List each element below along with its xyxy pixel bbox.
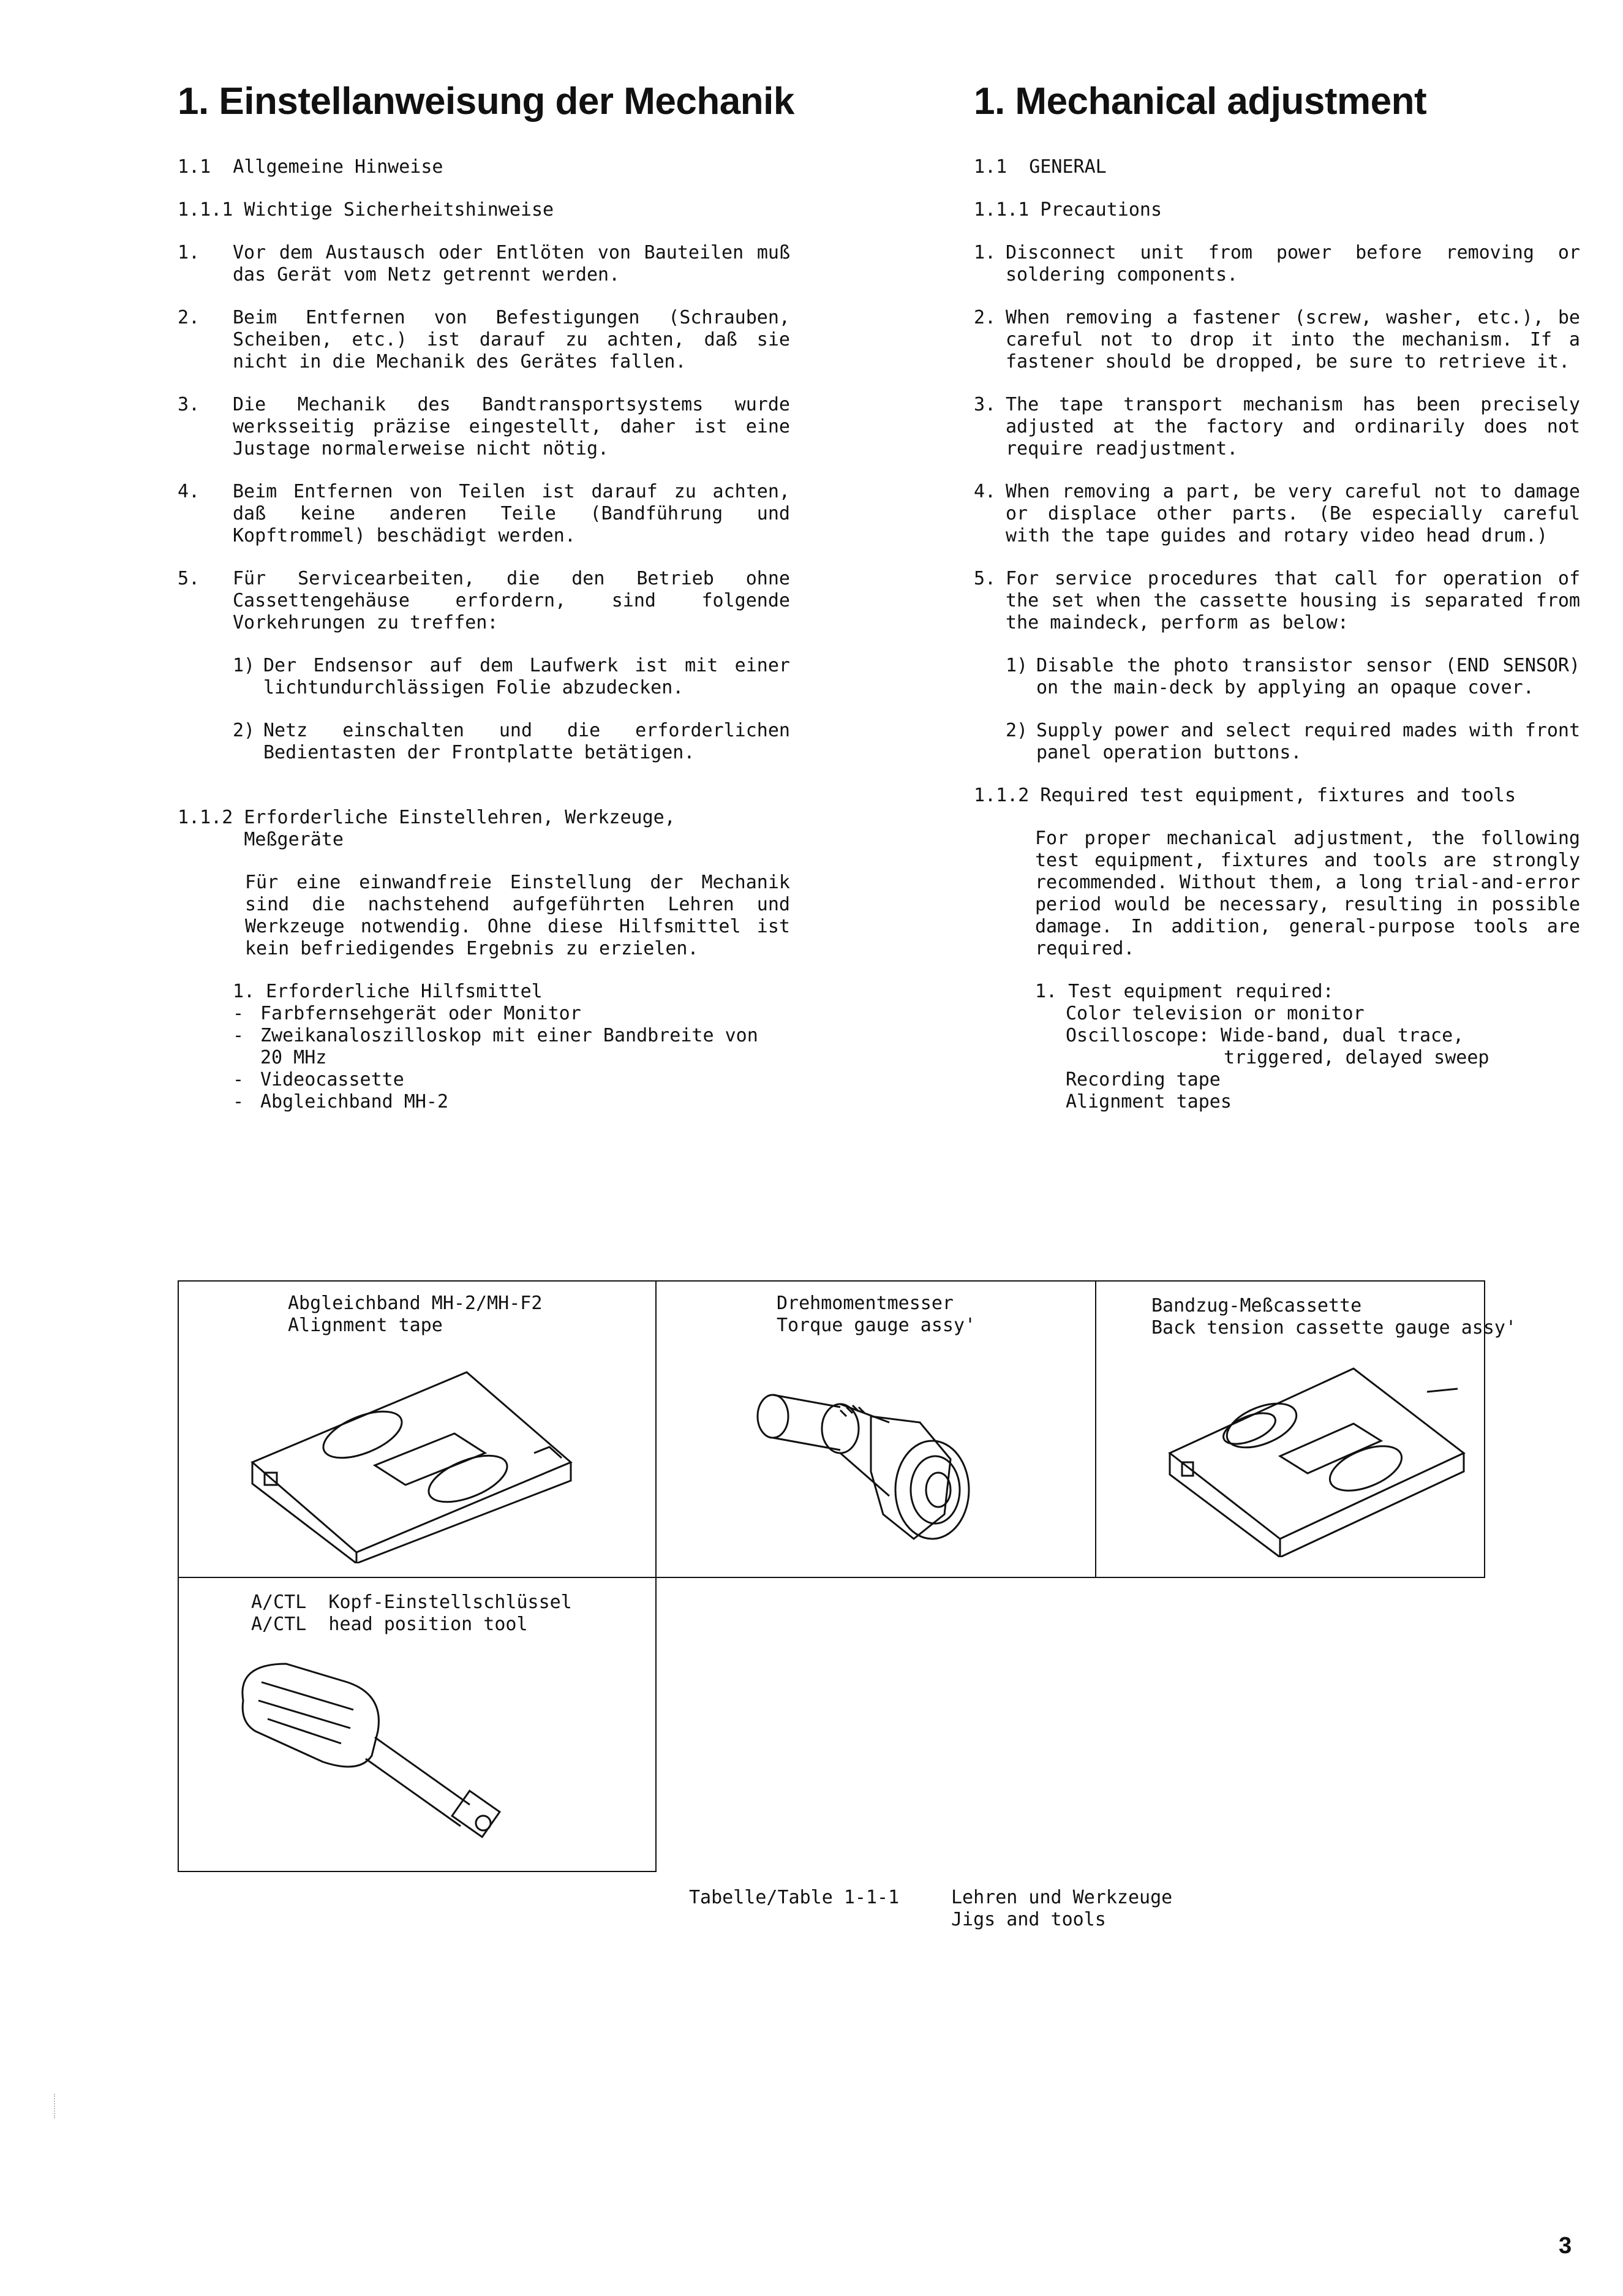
list-item: Alignment tapes (1066, 1091, 1232, 1112)
list-item (974, 481, 1580, 547)
tool-label: A/CTL Kopf-Einstellschlüssel A/CTL head position tool (251, 1592, 572, 1635)
tension-cassette-icon (1158, 1355, 1476, 1557)
list-item (974, 394, 1580, 460)
list-item (178, 394, 790, 460)
section-1-1-2: 1.1.2 Required test equipment, fixtures and tools (974, 785, 1516, 806)
sub-item (233, 655, 790, 699)
sub-item-number: 2) (1006, 720, 1028, 741)
tool-cell-head-position-tool (178, 1577, 657, 1872)
equipment-list-title: 1. Test equipment required: (1035, 981, 1334, 1002)
tool-label: Abgleichband MH-2/MH-F2 Alignment tape (288, 1293, 543, 1336)
item-number: 4. (974, 481, 996, 502)
item-number: 1. (974, 242, 996, 263)
sub-item-number: 1) (233, 655, 255, 676)
list-item: - Zweikanaloszilloskop mit einer Bandbreite von 20 MHz (233, 1025, 758, 1068)
item-text: Für Servicearbeiten, die den Betrieb ohne Cassettengehäuse erfordern, sind folgende Vorkehrungen zu treffen: (233, 568, 790, 633)
item-number: 4. (178, 481, 200, 502)
screwdriver-icon (231, 1652, 598, 1854)
column-english (974, 156, 1580, 1113)
list-item (178, 242, 790, 286)
item-number: 5. (178, 568, 200, 589)
equipment-list-title: 1. Erforderliche Hilfsmittel (233, 981, 543, 1002)
sub-item (233, 720, 790, 764)
item-number: 3. (178, 394, 200, 415)
tool-label: Bandzug-Meßcassette Back tension cassette gauge assy' (1151, 1295, 1517, 1339)
tool-cell-torque-gauge (655, 1280, 1096, 1578)
sub-item-text: Der Endsensor auf dem Laufwerk ist mit einer lichtundurchlässigen Folie abzudecken. (263, 655, 790, 698)
item-text: When removing a fastener (screw, washer, etc.), be careful not to drop it into the mechanism. If a fastener should be dropped, be sure to retrieve it. (1006, 307, 1580, 372)
list-item (178, 568, 790, 634)
page-number: 3 (1559, 2233, 1572, 2259)
list-item (178, 307, 790, 373)
scan-mark (54, 2094, 56, 2118)
list-item (974, 242, 1580, 286)
list-item (178, 481, 790, 547)
list-item: Color television or monitor (1066, 1003, 1365, 1024)
sub-item-number: 2) (233, 720, 255, 741)
tool-cell-alignment-tape (178, 1280, 657, 1578)
item-text: Beim Entfernen von Teilen ist darauf zu achten, daß keine anderen Teile (Bandführung und Kopftrommel) beschädigt werden. (233, 481, 790, 546)
item-number: 3. (974, 394, 996, 415)
item-text: The tape transport mechanism has been precisely adjusted at the factory and ordinarily does not require readjustment. (1006, 394, 1580, 459)
table-caption: Lehren und Werkzeuge Jigs and tools (951, 1887, 1173, 1930)
table-caption-number: Tabelle/Table 1-1-1 (689, 1887, 900, 1908)
section-1-1: 1.1 Allgemeine Hinweise (178, 156, 443, 178)
list-item: - Farbfernsehgerät oder Monitor (233, 1003, 581, 1024)
sub-item-text: Disable the photo transistor sensor (END SENSOR) on the main-deck by applying an opaque cover. (1036, 655, 1580, 698)
tool-cell-tension-cassette (1095, 1280, 1517, 1578)
section-1-1: 1.1 GENERAL (974, 156, 1107, 178)
list-item: Oscilloscope: Wide-band, dual trace, (1066, 1025, 1464, 1046)
list-item: triggered, delayed sweep (1224, 1047, 1489, 1068)
torque-gauge-icon (748, 1373, 1012, 1557)
sub-item (1006, 655, 1580, 699)
section-1-1-2: 1.1.2 Erforderliche Einstellehren, Werkzeuge, Meßgeräte (178, 807, 676, 850)
sub-item-text: Netz einschalten und die erforderlichen Bedientasten der Frontplatte betätigen. (263, 720, 790, 763)
list-item (974, 568, 1580, 634)
tool-label: Drehmomentmesser Torque gauge assy' (777, 1293, 976, 1336)
vhs-cassette-icon (240, 1361, 608, 1563)
equipment-list (233, 1003, 790, 1113)
list-item: Recording tape (1066, 1069, 1221, 1090)
list-item (974, 307, 1580, 373)
heading-en: 1. Mechanical adjustment (974, 80, 1427, 123)
column-german (178, 156, 790, 1113)
item-text: When removing a part, be very careful not to damage or displace other parts. (Be especially careful with the tape guides and rotary video head drum.) (1006, 481, 1580, 546)
item-text: Beim Entfernen von Befestigungen (Schrauben, Scheiben, etc.) ist darauf zu achten, daß sie nicht in die Mechanik des Gerätes fallen. (233, 307, 790, 372)
item-number: 5. (974, 568, 996, 589)
item-text: Vor dem Austausch oder Entlöten von Bauteilen muß das Gerät vom Netz getrennt werden. (233, 242, 790, 285)
item-text: Disconnect unit from power before removing or soldering components. (1006, 242, 1580, 285)
list-item: - Abgleichband MH-2 (233, 1091, 449, 1112)
sub-item-number: 1) (1006, 655, 1028, 676)
item-number: 2. (178, 307, 200, 328)
tools-table (178, 1280, 1517, 1872)
intro-paragraph: For proper mechanical adjustment, the following test equipment, fixtures and tools are strongly recommended. Without them, a long trial-and-error period would be necessary, resulting in possible damage. In addition, general-purpose tools are required. (1035, 828, 1580, 959)
sub-item (1006, 720, 1580, 764)
item-text: Die Mechanik des Bandtransportsystems wurde werksseitig präzise eingestellt, daher ist eine Justage normalerweise nicht nötig. (233, 394, 790, 459)
item-number: 1. (178, 242, 200, 263)
item-text: For service procedures that call for operation of the set when the cassette housing is separated from the maindeck, perform as below: (1006, 568, 1580, 633)
heading-de: 1. Einstellanweisung der Mechanik (178, 80, 794, 123)
intro-paragraph: Für eine einwandfreie Einstellung der Mechanik sind die nachstehend aufgeführten Lehren und Werkzeuge notwendig. Ohne diese Hilfsmittel ist kein befriedigendes Ergebnis zu erzielen. (245, 872, 790, 959)
item-number: 2. (974, 307, 996, 328)
equipment-list (1035, 981, 1580, 1113)
section-1-1-1: 1.1.1 Precautions (974, 199, 1162, 221)
list-item: - Videocassette (233, 1069, 404, 1090)
section-1-1-1: 1.1.1 Wichtige Sicherheitshinweise (178, 199, 554, 221)
sub-item-text: Supply power and select required mades with front panel operation buttons. (1036, 720, 1580, 763)
